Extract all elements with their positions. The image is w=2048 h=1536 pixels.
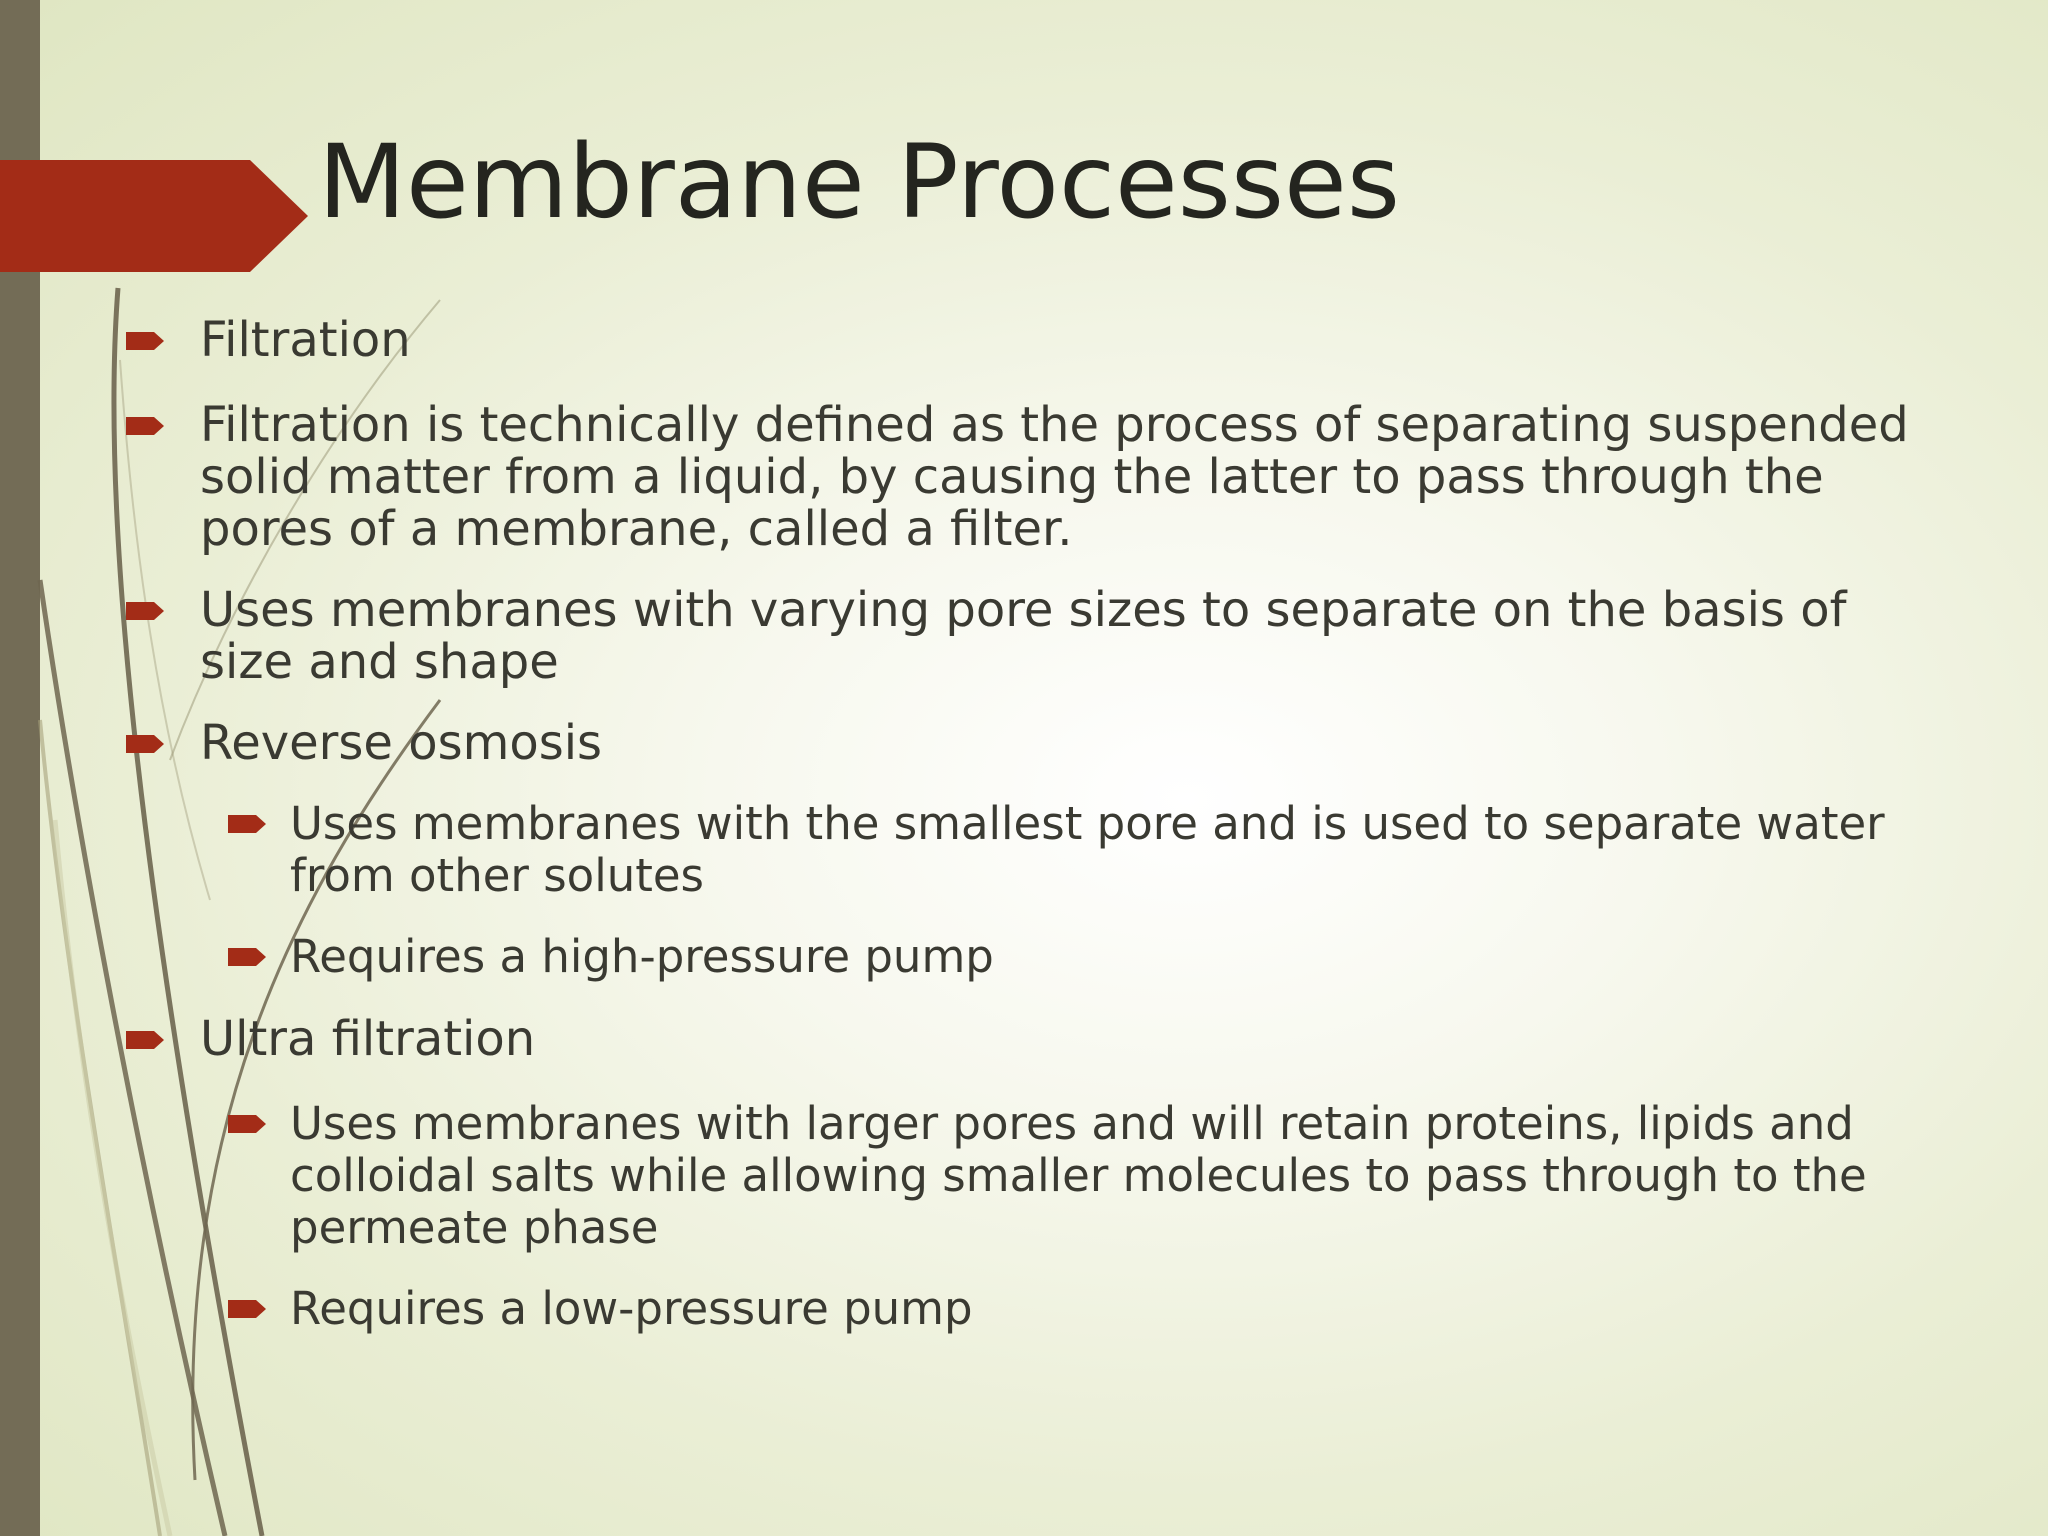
arrow-bullet-icon xyxy=(126,735,164,753)
bullet-uf-low-pressure xyxy=(290,1283,1940,1335)
bullet-text: Filtration xyxy=(200,312,411,368)
arrow-bullet-icon xyxy=(126,1031,164,1049)
bullet-text: Uses membranes with the smallest pore and is used to separate water from other solutes xyxy=(290,797,1885,902)
slide-title: Membrane Processes xyxy=(318,123,1400,242)
title-arrow-banner xyxy=(0,160,308,272)
arrow-bullet-icon xyxy=(126,417,164,435)
arrow-bullet-icon xyxy=(228,1115,266,1133)
bullet-text: Requires a low-pressure pump xyxy=(290,1282,973,1335)
arrow-bullet-icon xyxy=(126,332,164,350)
bullet-ro-smallest-pore xyxy=(290,798,1940,902)
bullet-text: Reverse osmosis xyxy=(200,715,603,771)
bullet-text: Uses membranes with larger pores and will retain proteins, lipids and colloidal salts while allowing smaller molecules to pass through to the permeate phase xyxy=(290,1097,1867,1254)
bullet-text: Filtration is technically defined as the process of separating suspended solid matter from a liquid, by causing the latter to pass through the pores of a membrane, called a filter. xyxy=(200,397,1909,557)
bullet-ro-high-pressure xyxy=(290,931,1940,983)
bullet-uf-larger-pores xyxy=(290,1098,1940,1254)
bullet-text: Ultra filtration xyxy=(200,1011,536,1067)
arrow-bullet-icon xyxy=(228,815,266,833)
arrow-bullet-icon xyxy=(228,948,266,966)
bullet-ultra-filtration xyxy=(200,1013,1920,1065)
bullet-text: Requires a high-pressure pump xyxy=(290,930,994,983)
bullet-reverse-osmosis xyxy=(200,717,1920,769)
bullet-filtration xyxy=(200,314,1920,366)
bullet-pore-sizes xyxy=(200,584,1920,688)
bullet-filtration-definition xyxy=(200,399,1920,555)
arrow-bullet-icon xyxy=(126,602,164,620)
arrow-bullet-icon xyxy=(228,1300,266,1318)
bullet-text: Uses membranes with varying pore sizes to separate on the basis of size and shape xyxy=(200,582,1847,690)
